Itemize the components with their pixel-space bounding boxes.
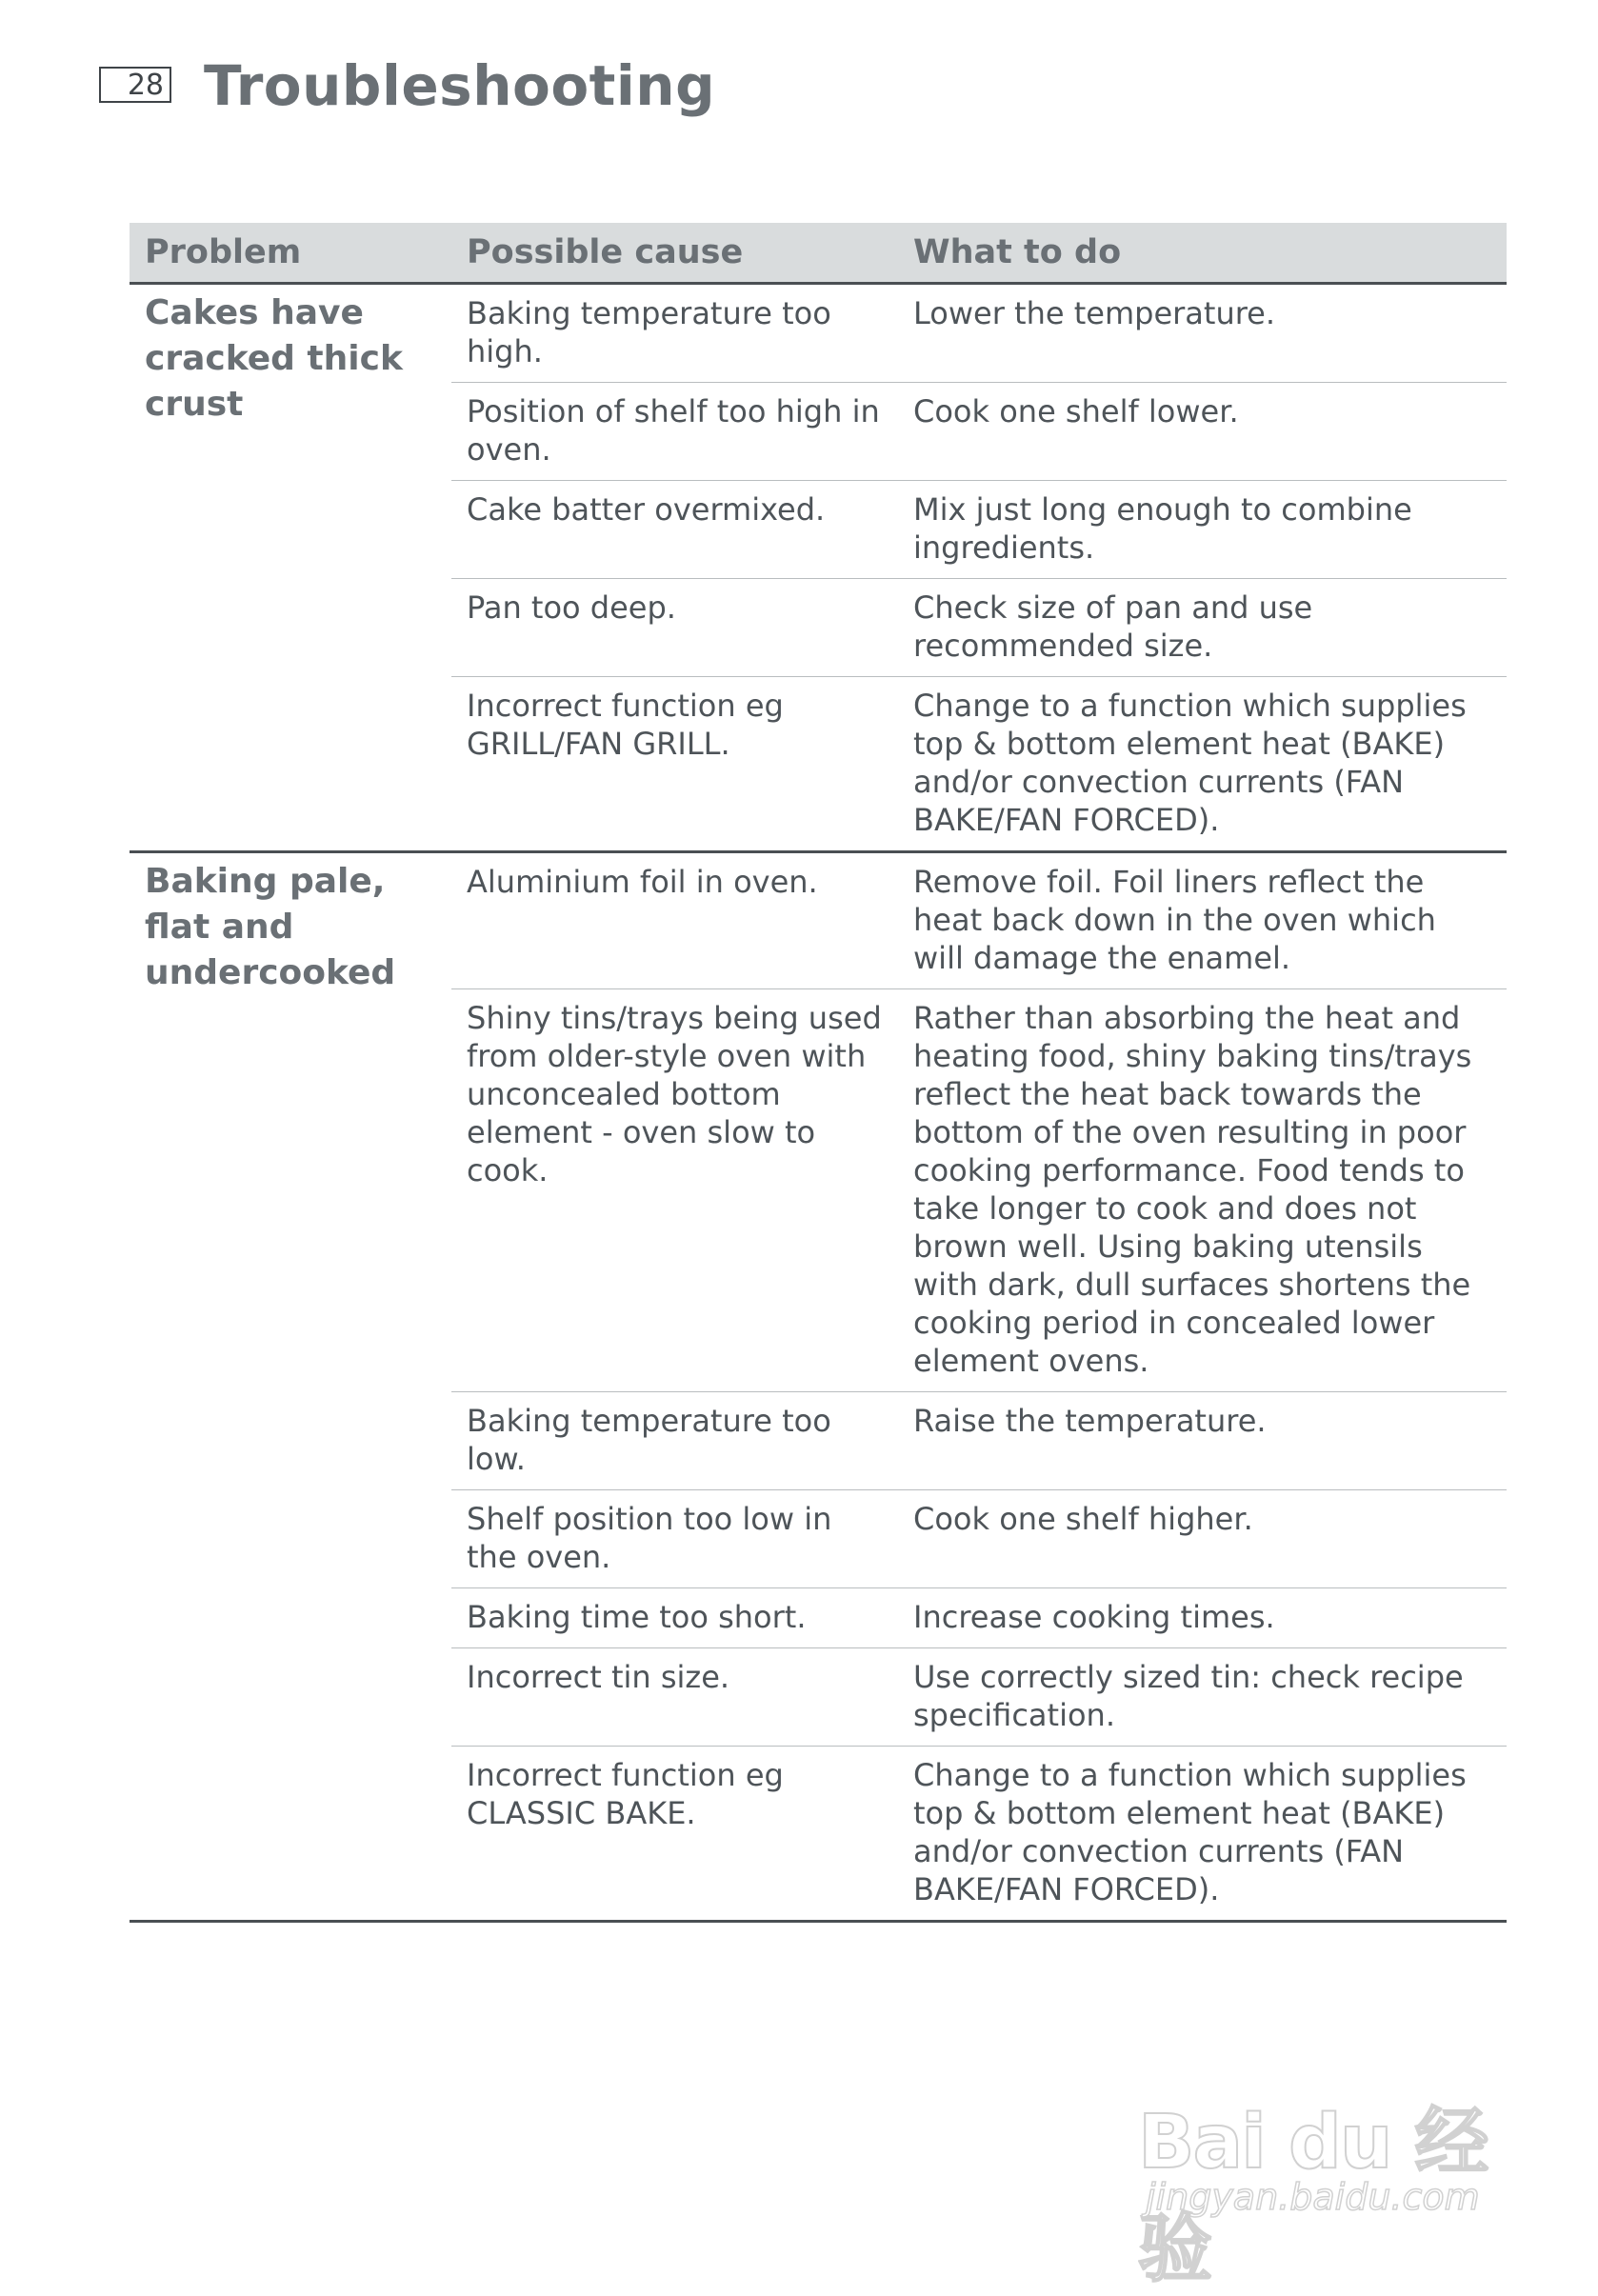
header-possible-cause: Possible cause (451, 223, 898, 284)
action-cell: Remove foil. Foil liners reflect the heat back down in the oven which will damage the enamel. (898, 852, 1507, 989)
action-cell: Lower the temperature. (913, 295, 1276, 331)
action-cell: Cook one shelf lower. (898, 383, 1507, 481)
page-number: 28 (99, 67, 171, 103)
action-cell: Use correctly sized tin: check recipe specification. (898, 1648, 1507, 1747)
cause-cell: Shelf position too low in the oven. (451, 1490, 898, 1588)
problem-cell: Baking pale, flat and undercooked (130, 852, 451, 1921)
action-cell: Check size of pan and use recommended size. (898, 579, 1507, 677)
problem-cell: Cakes have cracked thick crust (145, 293, 403, 424)
baidu-watermark (1138, 2033, 1519, 2292)
action-cell: Change to a function which supplies top & bottom element heat (BAKE) and/or convection currents (FAN BAKE/FAN FORCED). (898, 1747, 1507, 1921)
header-what-to-do: What to do (898, 223, 1507, 284)
cause-cell: Pan too deep. (451, 579, 898, 677)
cause-cell: Incorrect tin size. (451, 1648, 898, 1747)
table-row (130, 284, 1507, 383)
action-cell: Raise the temperature. (898, 1392, 1507, 1490)
table-row (130, 852, 1507, 989)
cause-cell: Baking time too short. (451, 1588, 898, 1648)
action-cell: Mix just long enough to combine ingredients. (898, 481, 1507, 579)
cause-cell: Position of shelf too high in oven. (451, 383, 898, 481)
cause-cell: Baking temperature too high. (467, 295, 831, 369)
baidu-logo: Bai du 经验 (1138, 2100, 1488, 2292)
cause-cell: Shiny tins/trays being used from older-style oven with unconcealed bottom element - oven slow to cook. (451, 989, 898, 1392)
troubleshooting-table (130, 223, 1507, 1920)
table-bottom-rule (130, 1920, 1507, 1923)
action-cell: Cook one shelf higher. (898, 1490, 1507, 1588)
header-problem: Problem (130, 223, 451, 284)
action-cell: Change to a function which supplies top & bottom element heat (BAKE) and/or convection currents (FAN BAKE/FAN FORCED). (898, 677, 1507, 852)
cause-cell: Baking temperature too low. (451, 1392, 898, 1490)
cause-cell: Aluminium foil in oven. (451, 852, 898, 989)
action-cell: Increase cooking times. (898, 1588, 1507, 1648)
cause-cell: Incorrect function eg CLASSIC BAKE. (451, 1747, 898, 1921)
watermark-url: jingyan.baidu.com (1146, 2176, 1480, 2218)
page-title: Troubleshooting (204, 53, 716, 118)
cause-cell: Incorrect function eg GRILL/FAN GRILL. (451, 677, 898, 852)
action-cell: Rather than absorbing the heat and heating food, shiny baking tins/trays reflect the heat back towards the bottom of the oven resulting in poor cooking performance. Food tends to take longer to cook and does not brown well. Using baking utensils with dark, dull surfaces shortens the cooking period in concealed lower element ovens. (898, 989, 1507, 1392)
cause-cell: Cake batter overmixed. (451, 481, 898, 579)
table-header-row (130, 223, 1507, 284)
